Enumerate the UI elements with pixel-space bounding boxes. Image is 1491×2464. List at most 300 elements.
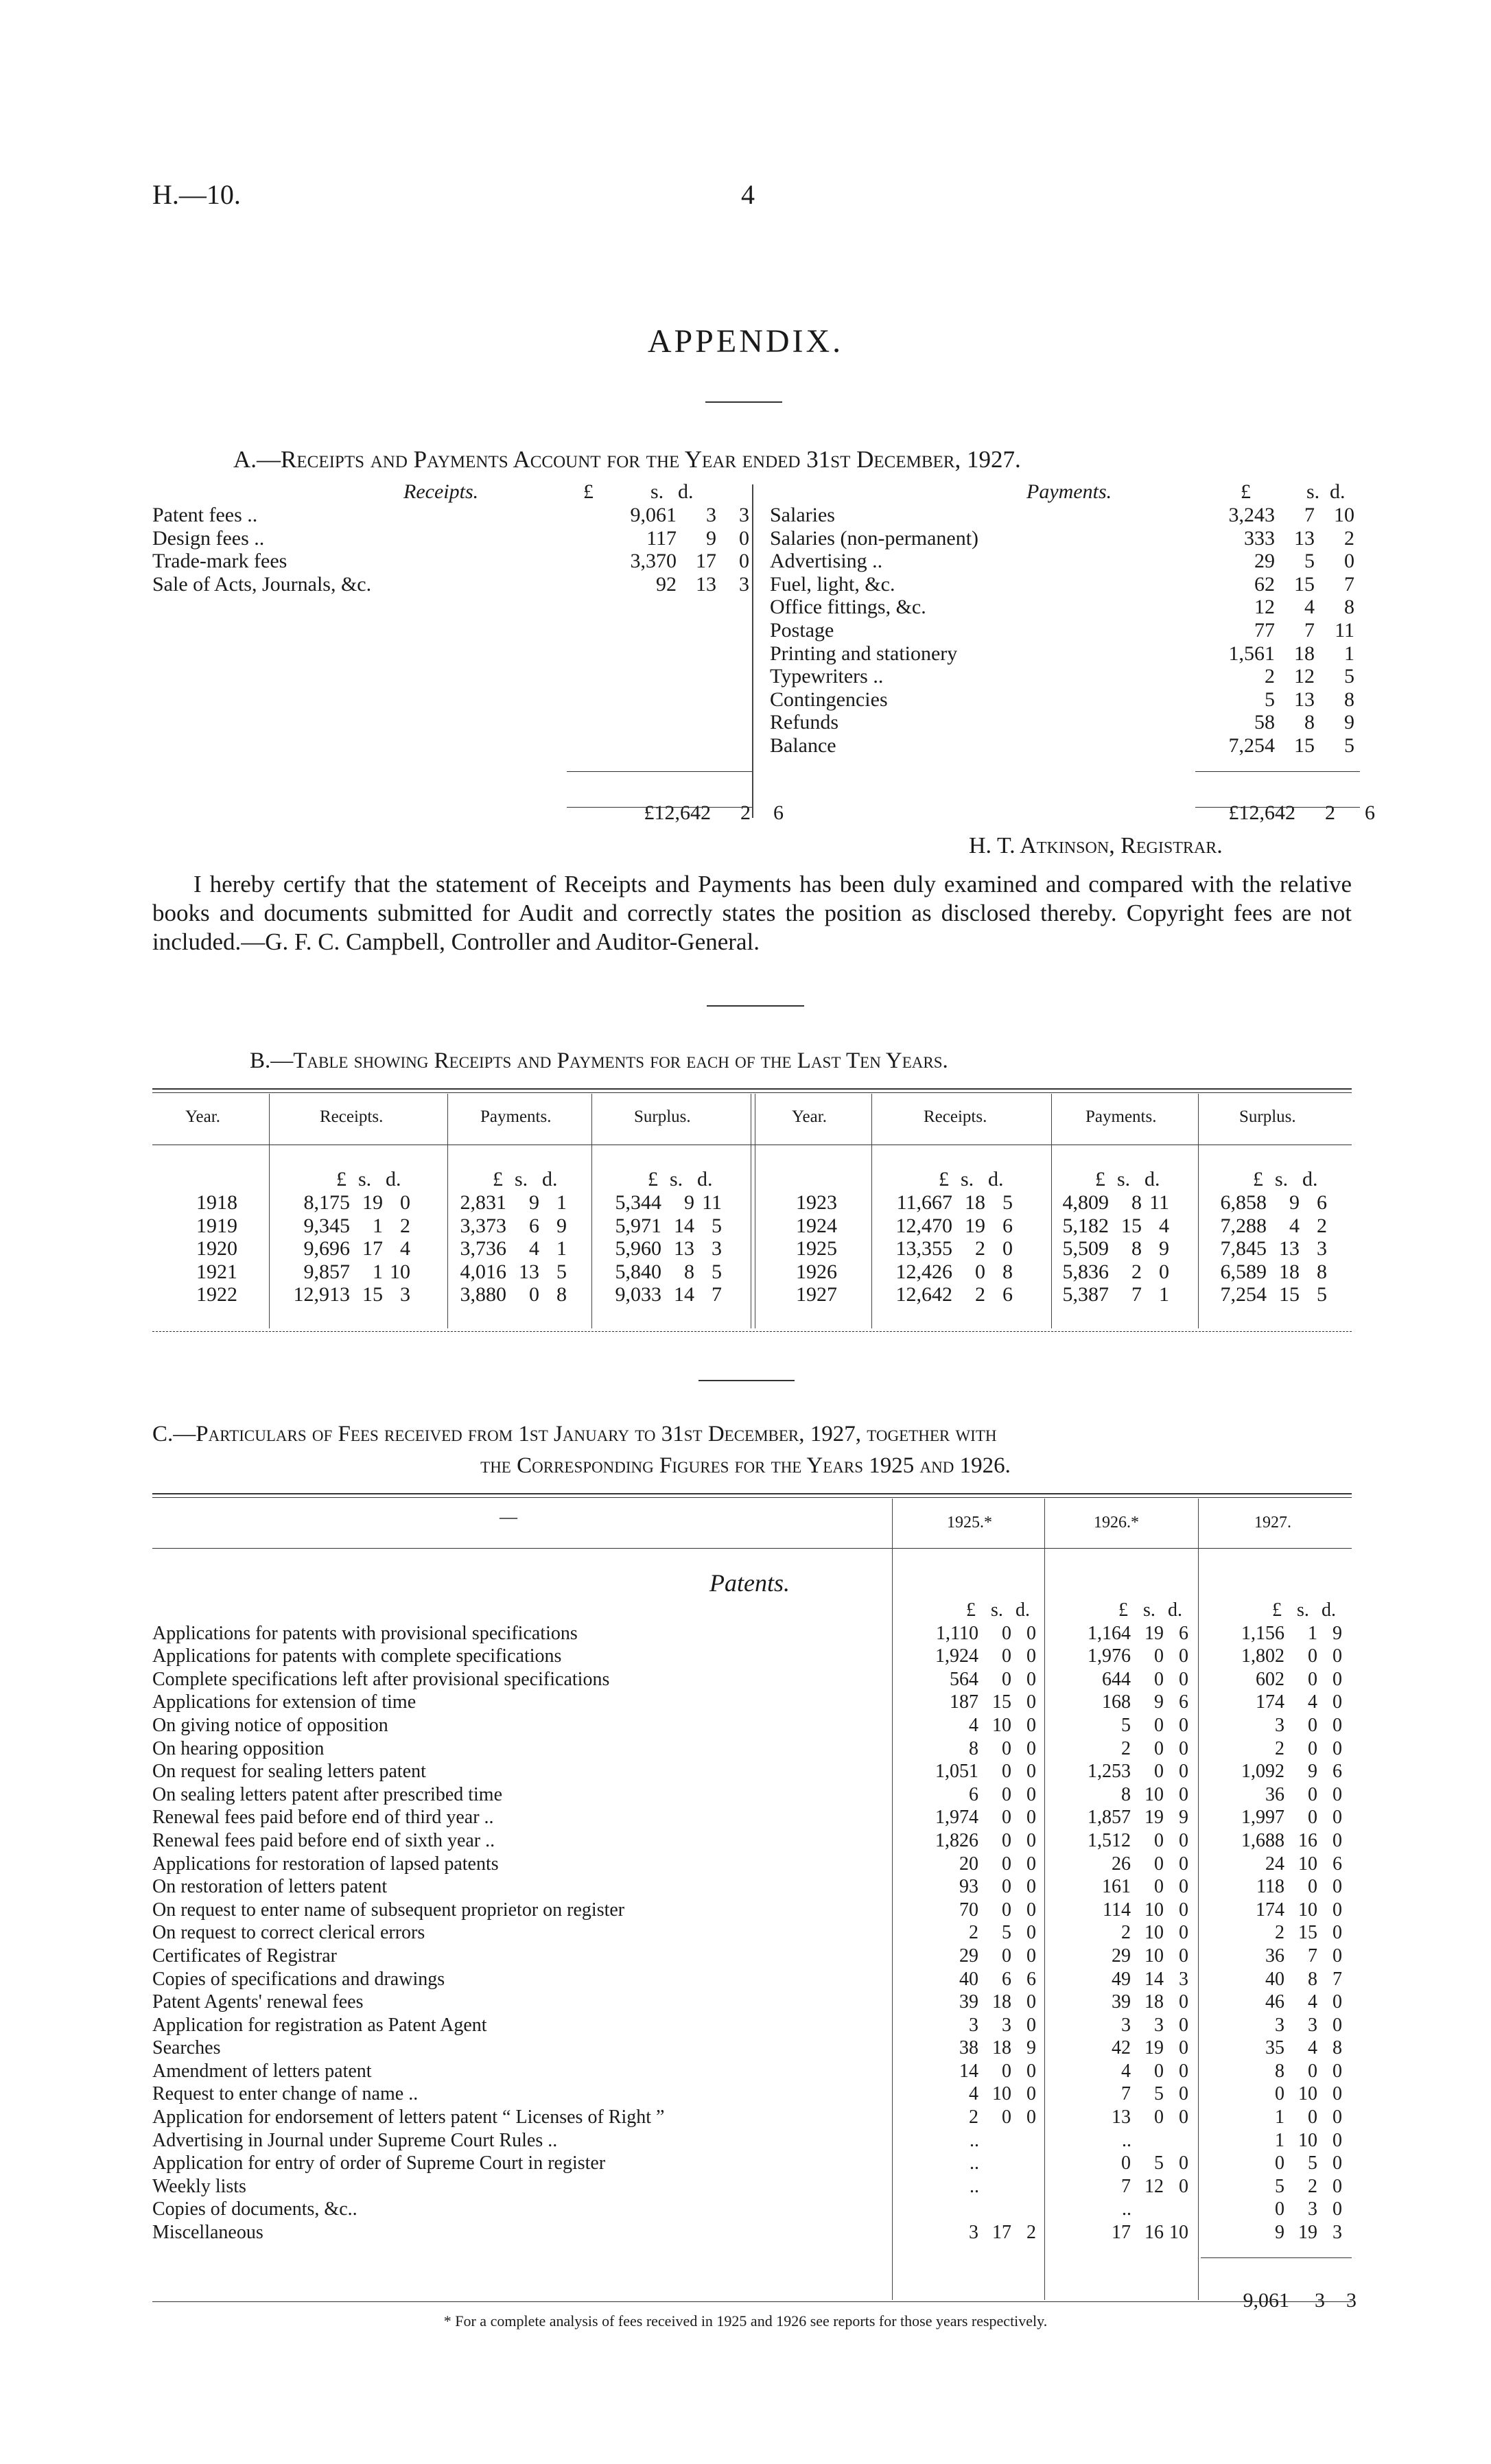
y1926-pounds: 7: [1121, 2083, 1131, 2105]
payment-pounds: 77: [1254, 618, 1275, 642]
y1927-shillings: 19: [1298, 2222, 1317, 2244]
year-row: [152, 1215, 749, 1238]
y1927-pounds: 36: [1265, 1945, 1284, 1967]
surplus-shillings: 9: [1289, 1191, 1300, 1214]
y1927-pounds: 0: [1275, 2198, 1284, 2220]
y1926-shillings: 14: [1144, 1968, 1164, 1990]
y1925-pounds: 2: [969, 2107, 978, 2128]
y1926-pence: 9: [1179, 1807, 1188, 1829]
fee-row: [152, 1737, 1352, 1761]
surplus-pence: 5: [1317, 1283, 1327, 1306]
y1926-pence: 0: [1179, 2175, 1188, 2197]
payment-pence: 9: [1344, 711, 1354, 734]
payments-pounds: 3,880: [460, 1283, 506, 1306]
payment-row: [770, 734, 1360, 758]
y1927-pounds: 0: [1275, 2152, 1284, 2174]
year-row: [755, 1237, 1352, 1260]
y1926-pence: 0: [1179, 1645, 1188, 1667]
payment-label: Salaries (non-permanent): [770, 526, 979, 550]
y1927-pounds: 174: [1256, 1899, 1284, 1921]
year-cell: 1919: [196, 1214, 237, 1237]
y1926-pounds: 49: [1112, 1968, 1131, 1990]
payments-pence: 1: [1159, 1283, 1169, 1306]
surplus-shillings: 14: [674, 1283, 694, 1306]
y1926-pence: 0: [1179, 1761, 1188, 1783]
payment-pence: 2: [1344, 526, 1354, 550]
receipt-label: Trade-mark fees: [152, 550, 287, 573]
y1926-shillings: 12: [1144, 2175, 1164, 2197]
y1926-pounds: 2: [1121, 1922, 1131, 1944]
payment-shillings: 7: [1304, 504, 1315, 526]
y1927-shillings: 0: [1308, 1668, 1317, 1690]
receipts-pence: 0: [1002, 1237, 1013, 1260]
payment-pounds: 58: [1254, 711, 1275, 734]
payment-shillings: 13: [1294, 526, 1315, 550]
y1925-pounds: 3: [969, 2222, 978, 2244]
fee-row: [152, 1806, 1352, 1829]
y1927-pence: 0: [1332, 2060, 1342, 2082]
y1925-pence: 0: [1026, 1761, 1036, 1783]
table-c-top-rule: [152, 1493, 1352, 1494]
receipts-unit-l: £: [583, 480, 594, 503]
payment-pounds: 5: [1265, 688, 1275, 711]
unit-pounds: £: [939, 1168, 949, 1190]
payments-pounds: 5,387: [1062, 1283, 1109, 1306]
y1927-pounds: 5: [1275, 2175, 1284, 2197]
table-c-top-rule-2: [152, 1497, 1352, 1498]
y1925-shillings: 17: [992, 2222, 1011, 2244]
payment-pence: 0: [1344, 550, 1354, 573]
receipt-pence: 3: [739, 504, 749, 526]
y1925-pounds: 70: [959, 1899, 978, 1921]
payment-pounds: 333: [1244, 526, 1275, 550]
y1927-pence: 9: [1332, 1622, 1342, 1644]
fee-label: Amendment of letters patent: [152, 2060, 372, 2082]
payments-shillings: 8: [1131, 1237, 1142, 1260]
receipts-pounds: 12,426: [895, 1260, 952, 1283]
y1925-pence: 0: [1026, 1645, 1036, 1667]
b-head-payments-left: Payments.: [480, 1107, 552, 1126]
y1925-shillings: 0: [1002, 1645, 1011, 1667]
y1925-shillings: 18: [992, 2037, 1011, 2059]
receipt-pounds: 117: [646, 526, 677, 550]
y1925-pence: 0: [1026, 1945, 1036, 1967]
y1926-pounds: 29: [1112, 1945, 1131, 1967]
surplus-pence: 11: [702, 1191, 722, 1214]
payments-total-d: 6: [1365, 801, 1375, 824]
y1926-shillings: 0: [1154, 2107, 1164, 2128]
y1927-shillings: 4: [1308, 2037, 1317, 2059]
fee-label: On restoration of letters patent: [152, 1876, 388, 1898]
payments-shillings: 15: [1121, 1214, 1142, 1237]
fee-label: Patent Agents' renewal fees: [152, 1991, 364, 2013]
y1925-pence: 0: [1026, 1783, 1036, 1805]
payment-label: Balance: [770, 734, 836, 757]
y1925-shillings: 0: [1002, 2107, 1011, 2128]
b-head-receipts-left: Receipts.: [320, 1107, 384, 1126]
y1926-pence: 0: [1179, 2107, 1188, 2128]
y1926-pence: 10: [1169, 2222, 1188, 2244]
year-row: [152, 1260, 749, 1284]
y1927-pence: 7: [1332, 1968, 1342, 1990]
receipts-pounds: 12,913: [293, 1283, 350, 1306]
payments-total-l: £12,642: [1228, 801, 1295, 824]
y1925-pounds: 29: [959, 1945, 978, 1967]
y1925-pounds: 38: [959, 2037, 978, 2059]
y1926-pounds: 1,164: [1088, 1622, 1131, 1644]
surplus-pounds: 7,254: [1220, 1283, 1267, 1306]
y1927-pence: 3: [1332, 2222, 1342, 2244]
table-c-header-rule: [152, 1548, 1352, 1549]
receipts-total-d: 6: [773, 801, 784, 824]
receipts-shillings: 17: [362, 1237, 383, 1260]
y1927-shillings: 8: [1308, 1968, 1317, 1990]
y1927-pounds: 1,156: [1241, 1622, 1284, 1644]
payments-pence: 4: [1159, 1214, 1169, 1237]
y1925-shillings: 0: [1002, 1622, 1011, 1644]
payments-pence: 5: [556, 1260, 567, 1283]
y1926-shillings: 10: [1144, 1945, 1164, 1967]
y1925-pence: 0: [1026, 1899, 1036, 1921]
y1925-pence: 0: [1026, 1691, 1036, 1713]
y1925-pence: 0: [1026, 1922, 1036, 1944]
surplus-shillings: 14: [674, 1214, 694, 1237]
fee-row: [152, 2129, 1352, 2152]
receipts-shillings: 2: [975, 1283, 985, 1306]
year-cell: 1918: [196, 1191, 237, 1214]
fee-row: [152, 1921, 1352, 1945]
y1926-shillings: 5: [1154, 2083, 1164, 2105]
surplus-pounds: 5,840: [615, 1260, 661, 1283]
surplus-pence: 7: [712, 1283, 722, 1306]
y1927-pounds: 36: [1265, 1783, 1284, 1805]
payments-pounds: 3,736: [460, 1237, 506, 1260]
fee-row: [152, 1783, 1352, 1807]
payment-row: [770, 596, 1360, 619]
unit-shillings: s.: [991, 1599, 1003, 1621]
receipts-total-s: 2: [740, 801, 751, 824]
payments-shillings: 6: [529, 1214, 539, 1237]
y1926-pence: 0: [1179, 1991, 1188, 2013]
payment-shillings: 18: [1294, 642, 1315, 665]
unit-shillings: s.: [1275, 1168, 1289, 1190]
y1927-shillings: 10: [1298, 2129, 1317, 2151]
payments-pounds: 3,373: [460, 1214, 506, 1237]
y1927-pounds: 2: [1275, 1922, 1284, 1944]
payments-shillings: 7: [1131, 1283, 1142, 1306]
y1927-shillings: 10: [1298, 1853, 1317, 1875]
footnote: * For a complete analysis of fees received in 1925 and 1926 see reports for those years respectively.: [443, 2312, 1048, 2330]
receipts-panel: [152, 480, 784, 824]
y1927-pence: 0: [1332, 1668, 1342, 1690]
payment-pounds: 62: [1254, 572, 1275, 596]
section-a-heading: A.—Receipts and Payments Account for the Year ended 31st December, 1927.: [233, 446, 1021, 473]
c-total-d: 3: [1346, 2289, 1357, 2312]
y1927-pounds: 0: [1275, 2083, 1284, 2105]
payment-row: [770, 573, 1360, 596]
y1927-shillings: 4: [1308, 1991, 1317, 2013]
surplus-shillings: 15: [1279, 1283, 1300, 1306]
y1926-pence: 0: [1179, 1737, 1188, 1759]
payment-pence: 1: [1344, 642, 1354, 665]
y1927-pounds: 118: [1256, 1876, 1284, 1898]
y1926-pence: 0: [1179, 1668, 1188, 1690]
y1925-pounds: 1,826: [935, 1829, 978, 1851]
fee-label: Application for entry of order of Supreme Court in register: [152, 2152, 606, 2174]
y1925-shillings: 0: [1002, 1876, 1011, 1898]
y1927-pence: 0: [1332, 1807, 1342, 1829]
y1926-pounds: 8: [1121, 1783, 1131, 1805]
y1925-pounds: 4: [969, 1714, 978, 1736]
fee-label: Request to enter change of name ..: [152, 2083, 419, 2105]
fee-label: Copies of specifications and drawings: [152, 1968, 445, 1990]
surplus-pounds: 6,589: [1220, 1260, 1267, 1283]
fee-row: [152, 1991, 1352, 2014]
payment-label: Typewriters ..: [770, 665, 884, 688]
surplus-pounds: 5,971: [615, 1214, 661, 1237]
fee-label: Advertising in Journal under Supreme Court Rules ..: [152, 2129, 558, 2151]
fee-label: Applications for restoration of lapsed patents: [152, 1853, 499, 1875]
surplus-pence: 3: [1317, 1237, 1327, 1260]
y1927-pounds: 2: [1275, 1737, 1284, 1759]
receipts-pounds: 12,642: [895, 1283, 952, 1306]
y1927-pence: 0: [1332, 1691, 1342, 1713]
y1926-shillings: 10: [1144, 1783, 1164, 1805]
y1925-pence: 0: [1026, 1876, 1036, 1898]
y1926-pence: 0: [1179, 1714, 1188, 1736]
b-head-year-right: Year.: [792, 1107, 827, 1126]
y1925-pounds: 93: [959, 1876, 978, 1898]
payments-rows: [770, 504, 1360, 758]
y1926-shillings: 0: [1154, 1829, 1164, 1851]
y1925-shillings: 0: [1002, 2060, 1011, 2082]
y1925-shillings: 15: [992, 1691, 1011, 1713]
fee-label: Renewal fees paid before end of sixth year ..: [152, 1829, 495, 1851]
surplus-shillings: 8: [684, 1260, 694, 1283]
fee-label: Copies of documents, &c..: [152, 2198, 357, 2220]
unit-pounds: £: [1272, 1599, 1282, 1621]
receipts-pence: 2: [400, 1214, 410, 1237]
y1925-shillings: 3: [1002, 2014, 1011, 2036]
y1927-pence: 0: [1332, 1714, 1342, 1736]
payments-unit-d: d.: [1330, 480, 1346, 503]
unit-pounds: £: [336, 1168, 347, 1190]
year-cell: 1920: [196, 1237, 237, 1260]
receipts-label: Receipts.: [403, 480, 479, 503]
surplus-pounds: 5,960: [615, 1237, 661, 1260]
receipts-pounds: 13,355: [895, 1237, 952, 1260]
year-row: [755, 1260, 1352, 1284]
y1925-shillings: 0: [1002, 1945, 1011, 1967]
receipts-total-rule-bottom: [567, 807, 752, 808]
y1926-pence: 0: [1179, 1853, 1188, 1875]
y1927-shillings: 0: [1308, 1807, 1317, 1829]
receipts-shillings: 1: [373, 1260, 383, 1283]
receipts-pence: 4: [400, 1237, 410, 1260]
y1925-pounds: 1,051: [935, 1761, 978, 1783]
receipts-shillings: 15: [362, 1283, 383, 1306]
y1927-shillings: 0: [1308, 2060, 1317, 2082]
y1927-shillings: 3: [1308, 2198, 1317, 2220]
fee-label: On request for sealing letters patent: [152, 1761, 426, 1783]
payment-pence: 8: [1344, 596, 1354, 619]
fee-label: Complete specifications left after provisional specifications: [152, 1668, 610, 1690]
fee-label: On sealing letters patent after prescribed time: [152, 1783, 503, 1805]
receipt-shillings: 17: [696, 550, 716, 573]
payments-pence: 8: [556, 1283, 567, 1306]
audit-certificate: I hereby certify that the statement of Receipts and Payments has been duly examined and compared with the relative books and documents submitted for Audit and correctly states the position as disclosed thereby. Copyright fees are not included.—G. F. C. Campbell, Controller and Auditor-General.: [152, 871, 1352, 955]
y1927-pounds: 1,688: [1241, 1829, 1284, 1851]
year-row: [152, 1191, 749, 1215]
receipts-pence: 3: [400, 1283, 410, 1306]
surplus-pounds: 5,344: [615, 1191, 661, 1214]
y1927-shillings: 0: [1308, 1714, 1317, 1736]
account-divider: [752, 484, 753, 818]
y1927-pounds: 9: [1275, 2222, 1284, 2244]
year-row: [152, 1283, 749, 1306]
payments-total-rule: [1195, 771, 1360, 772]
y1926-pence: 0: [1179, 1829, 1188, 1851]
table-b-top-rule: [152, 1088, 1352, 1090]
y1927-shillings: 0: [1308, 1783, 1317, 1805]
y1926-pence: 0: [1179, 1876, 1188, 1898]
fee-label: Searches: [152, 2037, 221, 2059]
y1926-pounds: 0: [1121, 2152, 1131, 2174]
payment-pence: 5: [1344, 734, 1354, 757]
y1926-shillings: 19: [1144, 1807, 1164, 1829]
receipts-shillings: 18: [965, 1191, 985, 1214]
receipts-rows: [152, 504, 749, 596]
y1926-pounds: 1,857: [1088, 1807, 1131, 1829]
year-cell: 1923: [796, 1191, 837, 1214]
y1927-shillings: 1: [1308, 1622, 1317, 1644]
c-head-1925: 1925.*: [947, 1514, 992, 1532]
receipt-label: Design fees ..: [152, 526, 265, 550]
y1927-pence: 0: [1332, 2083, 1342, 2105]
page-title: APPENDIX.: [647, 323, 844, 360]
y1926-pounds: 161: [1102, 1876, 1131, 1898]
unit-shillings: s.: [358, 1168, 372, 1190]
b-head-receipts-right: Receipts.: [924, 1107, 987, 1126]
payment-pence: 8: [1344, 688, 1354, 711]
y1926-pence: 0: [1179, 1945, 1188, 1967]
unit-shillings: s.: [1117, 1168, 1131, 1190]
fee-row: [152, 1760, 1352, 1783]
y1925-pounds: 14: [959, 2060, 978, 2082]
year-row: [755, 1215, 1352, 1238]
y1925-blank: ..: [970, 2152, 979, 2174]
y1927-pence: 0: [1332, 2152, 1342, 2174]
fee-row: [152, 1714, 1352, 1737]
fee-row: [152, 2082, 1352, 2106]
fee-row: [152, 1899, 1352, 1922]
surplus-pence: 2: [1317, 1214, 1327, 1237]
y1926-pounds: 26: [1112, 1853, 1131, 1875]
c-total-1927: [1198, 2266, 1357, 2312]
c-head-1927: 1927.: [1254, 1514, 1291, 1532]
receipts-pence: 10: [390, 1260, 410, 1283]
y1927-pounds: 3: [1275, 2014, 1284, 2036]
receipt-label: Patent fees ..: [152, 504, 258, 526]
c-units-row: [152, 1599, 1352, 1622]
payment-shillings: 5: [1304, 550, 1315, 573]
y1927-pounds: 1: [1275, 2129, 1284, 2151]
y1927-pounds: 1: [1275, 2107, 1284, 2128]
surplus-shillings: 13: [674, 1237, 694, 1260]
unit-pounds: £: [648, 1168, 658, 1190]
year-cell: 1926: [796, 1260, 837, 1283]
y1926-pounds: 168: [1102, 1691, 1131, 1713]
y1925-pence: 0: [1026, 1714, 1036, 1736]
receipt-pounds: 9,061: [630, 504, 677, 526]
y1925-pence: 2: [1026, 2222, 1036, 2244]
y1925-shillings: 0: [1002, 1783, 1011, 1805]
unit-shillings: s.: [961, 1168, 974, 1190]
year-row: [152, 1237, 749, 1260]
y1926-shillings: 10: [1144, 1922, 1164, 1944]
unit-shillings: s.: [515, 1168, 528, 1190]
y1925-pence: 9: [1026, 2037, 1036, 2059]
fee-row: [152, 2198, 1352, 2221]
year-cell: 1925: [796, 1237, 837, 1260]
y1927-shillings: 2: [1308, 2175, 1317, 2197]
y1927-pence: 0: [1332, 1737, 1342, 1759]
payment-label: Advertising ..: [770, 550, 883, 573]
y1927-pounds: 1,092: [1241, 1761, 1284, 1783]
payment-row: [770, 642, 1360, 666]
unit-pounds: £: [966, 1599, 976, 1621]
fee-row: [152, 1875, 1352, 1899]
payment-label: Fuel, light, &c.: [770, 572, 895, 596]
surplus-shillings: 9: [684, 1191, 694, 1214]
y1925-pence: 0: [1026, 2060, 1036, 2082]
y1926-blank: ..: [1122, 2129, 1131, 2151]
payment-row: [770, 688, 1360, 712]
payments-pounds: 5,836: [1062, 1260, 1109, 1283]
receipts-pence: 6: [1002, 1283, 1013, 1306]
fee-row: [152, 2014, 1352, 2037]
page-number: 4: [741, 179, 755, 210]
surplus-pence: 6: [1317, 1191, 1327, 1214]
payments-shillings: 2: [1131, 1260, 1142, 1283]
receipt-row: [152, 504, 749, 527]
y1926-pounds: 2: [1121, 1737, 1131, 1759]
y1927-shillings: 4: [1308, 1691, 1317, 1713]
y1925-pounds: 564: [950, 1668, 978, 1690]
y1925-pence: 0: [1026, 1829, 1036, 1851]
payment-shillings: 8: [1304, 711, 1315, 734]
y1926-pence: 6: [1179, 1691, 1188, 1713]
y1927-pence: 0: [1332, 1922, 1342, 1944]
payments-pence: 11: [1149, 1191, 1169, 1214]
y1926-pence: 3: [1179, 1968, 1188, 1990]
y1926-shillings: 16: [1144, 2222, 1164, 2244]
y1926-pounds: 39: [1112, 1991, 1131, 2013]
y1925-shillings: 0: [1002, 1761, 1011, 1783]
unit-shillings: s.: [670, 1168, 683, 1190]
y1926-shillings: 0: [1154, 1668, 1164, 1690]
y1927-pence: 0: [1332, 1991, 1342, 2013]
patents-subheading: Patents.: [709, 1569, 790, 1597]
payments-pounds: 4,016: [460, 1260, 506, 1283]
y1926-pounds: 7: [1121, 2175, 1131, 2197]
payment-row: [770, 527, 1360, 550]
fee-row: [152, 2221, 1352, 2244]
fee-row: [152, 1622, 1352, 1645]
unit-pence: d.: [697, 1168, 713, 1190]
fee-row: [152, 1853, 1352, 1876]
c-total-rule: [1201, 2257, 1352, 2258]
